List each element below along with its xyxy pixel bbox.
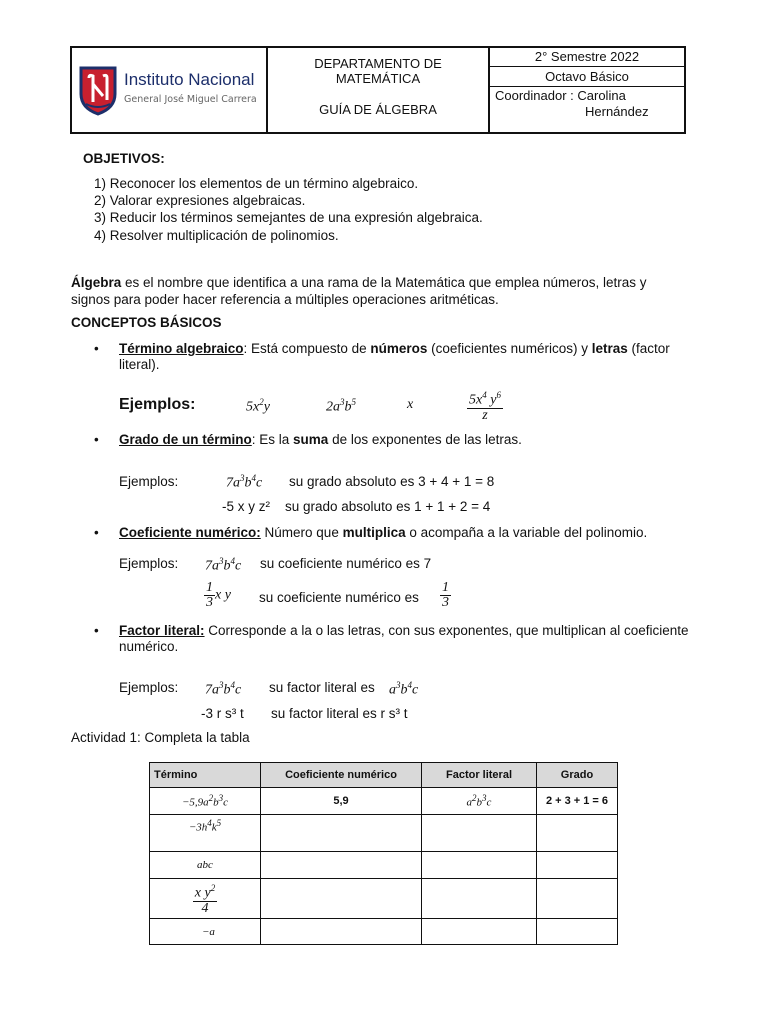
example-expression: $7a^3b^4c$ [226,473,263,491]
example-expression: $7a^3b^4c$ [205,680,242,698]
guide-title: GUÍA DE ÁLGEBRA [319,102,437,117]
degree-cell: 2 + 3 + 1 = 6 [537,788,618,815]
factor-example-text: su factor literal es [269,680,375,695]
term-text: (factor literal). [119,341,670,372]
coefficient-cell[interactable] [261,919,422,945]
degree-cell[interactable] [537,815,618,852]
table-row [150,879,618,919]
term-examples-label: Ejemplos: [119,396,196,413]
department-cell [268,48,490,132]
objective-item: 2) Valorar expresiones algebraicas. [94,193,306,208]
factor-label: Factor literal: [119,623,205,638]
literal-cell: $a^2b^3c$ [422,788,537,815]
table-header-row [150,763,618,788]
coefficient-cell[interactable] [261,879,422,919]
algebra-text: es el nombre que identifica a una rama de la Matemática que emplea números, letras y signos para poder hacer referencia a múltiples operaciones aritméticas. [71,275,647,307]
coefficient-label: Coeficiente numérico: [119,525,261,540]
coefficient-cell[interactable] [261,852,422,879]
degree-cell[interactable] [537,852,618,879]
term-cell: −a [150,919,261,945]
logo-title: Instituto Nacional [124,70,255,89]
example-fraction: $\frac{1}{3}$ [442,580,449,610]
logo-subtitle: General José Miguel Carrera [124,94,257,105]
term-definition [119,341,699,373]
coefficient-text: o acompaña a la variable del polinomio. [405,525,648,540]
objective-item: 4) Resolver multiplicación de polinomios. [94,228,339,243]
institute-crest-icon [78,64,118,116]
objective-item: 1) Reconocer los elementos de un término algebraico. [94,176,419,191]
degree-cell[interactable] [537,879,618,919]
literal-cell[interactable] [422,852,537,879]
coefficient-examples-label: Ejemplos: [119,556,179,571]
department-line1: DEPARTAMENTO DE [314,56,442,71]
degree-definition [119,432,699,447]
example-fraction: $\frac{1}{3}$ x y [206,580,231,610]
header-literal-factor: Factor literal [422,763,537,788]
term-bold: números [370,341,428,356]
degree-label: Grado de un término [119,432,252,447]
factor-text: Corresponde a la o las letras, con sus exponentes, que multiplican al coeficiente numérico. [119,623,689,654]
degree-example-text: su grado absoluto es 3 + 4 + 1 = 8 [289,474,495,489]
coefficient-definition [119,525,659,540]
header-coefficient: Coeficiente numérico [261,763,422,788]
degree-text: : Es la [251,432,294,447]
term-text: (coeficientes numéricos) y [427,341,592,356]
coefficient-example-text: su coeficiente numérico es [259,590,419,605]
table-row [150,815,618,852]
table-row [150,919,618,945]
literal-cell[interactable] [422,879,537,919]
example-expression: $7a^3b^4c$ [205,556,242,574]
header-degree: Grado [537,763,618,788]
coefficient-cell: 5,9 [261,788,422,815]
term-cell: $\frac{x y^2}{4}$ [150,879,261,919]
literal-cell[interactable] [422,815,537,852]
term-bold: letras [591,341,628,356]
term-label: Término algebraico [119,341,244,356]
coordinator-label: Coordinador : Carolina [495,88,626,103]
degree-text: de los exponentes de las letras. [328,432,522,447]
objective-item: 3) Reducir los términos semejantes de una expresión algebraica. [94,210,483,225]
coordinator-name: Hernández [585,104,649,119]
factor-example-expression: -3 r s³ t [201,706,244,721]
header-table [70,46,686,134]
coefficient-cell[interactable] [261,815,422,852]
logo-cell [72,48,268,132]
coefficient-example-text: su coeficiente numérico es 7 [260,556,432,571]
info-cell [490,48,684,132]
literal-cell[interactable] [422,919,537,945]
objectives-title: OBJETIVOS: [83,151,165,166]
header-term: Término [150,763,261,788]
coefficient-text: Número que [260,525,343,540]
concepts-title: CONCEPTOS BÁSICOS [71,315,222,330]
algebra-bold: Álgebra [71,275,122,290]
degree-cell[interactable] [537,919,618,945]
example-expression: $2a^3b^5$ [326,397,356,415]
degree-example-text: su grado absoluto es 1 + 1 + 2 = 4 [285,499,491,514]
term-cell: abc [150,852,261,879]
table-row [150,788,618,815]
term-cell: $-3h^4k^5$ [150,815,261,852]
factor-example-text: su factor literal es r s³ t [271,706,408,721]
term-text: : Está compuesto de [243,341,371,356]
example-expression: $a^3b^4c$ [389,680,419,698]
activity-table [149,762,618,945]
activity-title: Actividad 1: Completa la tabla [71,730,250,745]
degree-examples-label: Ejemplos: [119,474,179,489]
factor-definition [119,623,689,655]
semester-label: 2° Semestre 2022 [490,48,684,67]
department-line2: MATEMÁTICA [335,71,421,86]
degree-bold: suma [293,432,329,447]
algebra-definition [71,274,671,308]
grade-label: Octavo Básico [490,67,684,87]
degree-example-expression: -5 x y z² [222,499,271,514]
example-expression: $5x^2y$ [246,397,270,415]
table-row [150,852,618,879]
term-cell: $-5,9a^2b^3c$ [150,788,261,815]
coefficient-bold: multiplica [342,525,406,540]
example-expression: x [407,397,414,412]
factor-examples-label: Ejemplos: [119,680,179,695]
example-fraction: $\frac{5x^4 y^6}{z}$ [469,390,501,423]
